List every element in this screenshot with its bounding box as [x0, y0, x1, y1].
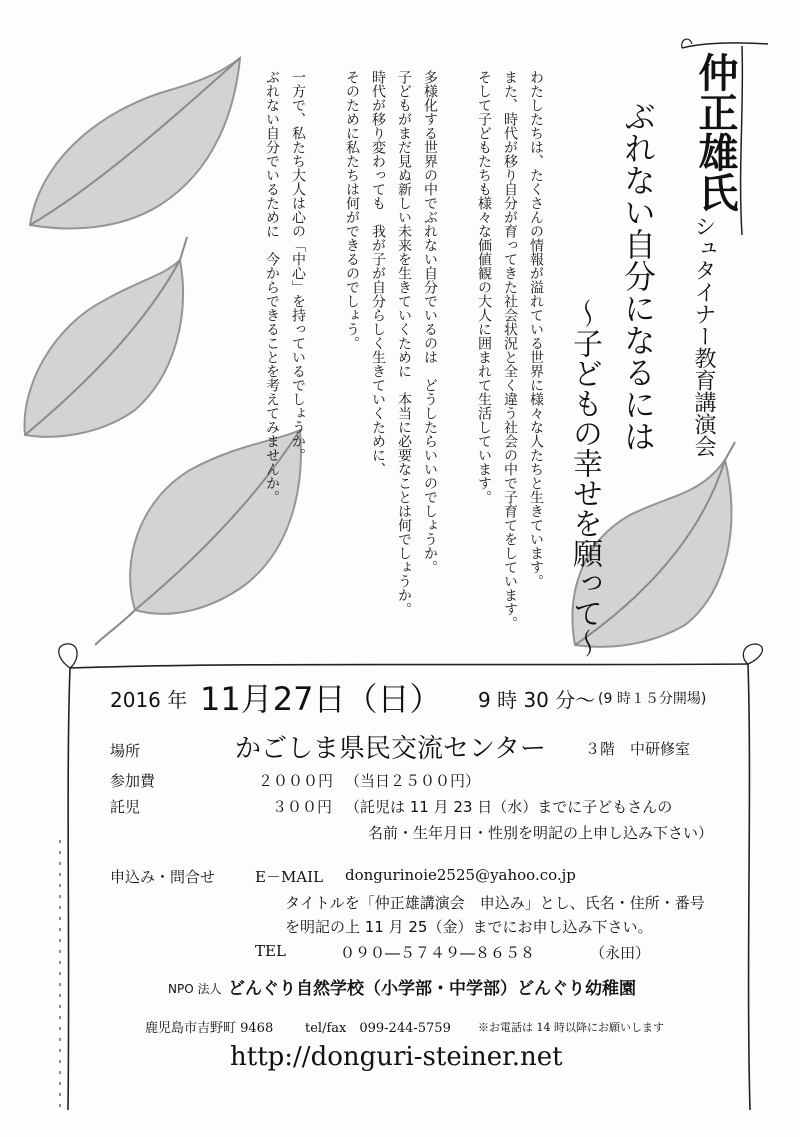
intro-line-8: 一方で、私たち大人は心の「中心」を持っているでしょうか。: [290, 70, 306, 462]
event-time: 9 時 30 分～: [478, 688, 596, 712]
organizer-prefix: NPO 法人: [168, 982, 222, 996]
email-label: E－MAIL: [255, 868, 324, 886]
tel-number[interactable]: ０９０―５７４９―８６５８: [340, 944, 536, 962]
organizer-name: どんぐり自然学校（小学部・中学部）どんぐり幼稚園: [228, 979, 636, 999]
lecture-subtitle: ～子どもの幸せを願って～: [567, 298, 602, 658]
leaf-illustration-middle: [15, 235, 205, 445]
contact-label: 申込み・問合せ: [110, 868, 216, 886]
fee-note: （当日２５００円）: [345, 772, 481, 790]
venue-label: 場所: [110, 742, 141, 760]
childcare-note-line2: 名前・生年月日・性別を明記の上申し込み下さい）: [368, 824, 714, 842]
contact-instructions-line2: を明記の上 11 月 25（金）までにお申し込み下さい。: [285, 918, 653, 936]
speaker-name: 仲正雄氏: [692, 52, 738, 212]
doors-open-time: (9 時１５分開場): [598, 691, 707, 707]
website-url[interactable]: http://donguri-steiner.net: [230, 1042, 563, 1072]
address-location: 鹿児島市吉野町 9468: [145, 1021, 274, 1036]
leaf-illustration-top: [20, 50, 250, 240]
email-address[interactable]: dongurinoie2525@yahoo.co.jp: [345, 866, 576, 884]
childcare-note-line1: （託児は 11 月 23 日（水）までに子どもさんの: [345, 798, 673, 816]
intro-line-9: ぶれない自分でいるために 今からできることを考えてみませんか。: [264, 70, 280, 504]
venue-name: かごしま県民交流センター: [235, 734, 546, 764]
intro-line-1: わたしたちは、たくさんの情報が溢れている世界に様々な人たちと生きています。: [528, 70, 544, 588]
tel-label: TEL: [255, 942, 286, 960]
venue-room: ３階 中研修室: [585, 740, 691, 758]
intro-line-2: また、時代が移り自分が育ってきた社会状況と全く違う社会の中で子育てをしています。: [502, 70, 518, 630]
intro-line-5: 子どもがまだ見ぬ新しい未来を生きていくために 本当に必要なことは何でしょうか。: [396, 70, 412, 616]
fee-value: ２０００円: [258, 772, 334, 790]
event-year: 2016 年: [110, 688, 188, 712]
leaf-illustration-lower: [95, 420, 315, 650]
lecture-title: ぶれない自分になるには: [619, 100, 657, 452]
intro-line-6: 時代が移り変わっても 我が子が自分らしく生きていくために、: [370, 70, 386, 476]
intro-line-7: そのために私たちは何ができるのでしょう。: [344, 70, 360, 350]
event-date: 11月27日（日）: [200, 680, 442, 718]
contact-instructions-line1: タイトルを「仲正雄講演会 申込み」とし、氏名・住所・番号: [285, 894, 705, 912]
tel-contact-name: （永田）: [590, 944, 651, 962]
address-phone: tel/fax 099-244-5759: [305, 1021, 451, 1036]
childcare-label: 託児: [110, 798, 141, 816]
address-note: ※お電話は 14 時以降にお願いします: [478, 1021, 664, 1034]
intro-line-3: そして子どもたちも様々な価値観の大人に囲まれて生活しています。: [476, 70, 492, 504]
event-type: シュタイナー教育講演会: [691, 215, 716, 457]
fee-label: 参加費: [110, 772, 156, 790]
childcare-value: ３００円: [272, 798, 333, 816]
intro-line-4: 多様化する世界の中でぶれない自分でいるのは どうしたらいいのでしょうか。: [422, 70, 438, 574]
